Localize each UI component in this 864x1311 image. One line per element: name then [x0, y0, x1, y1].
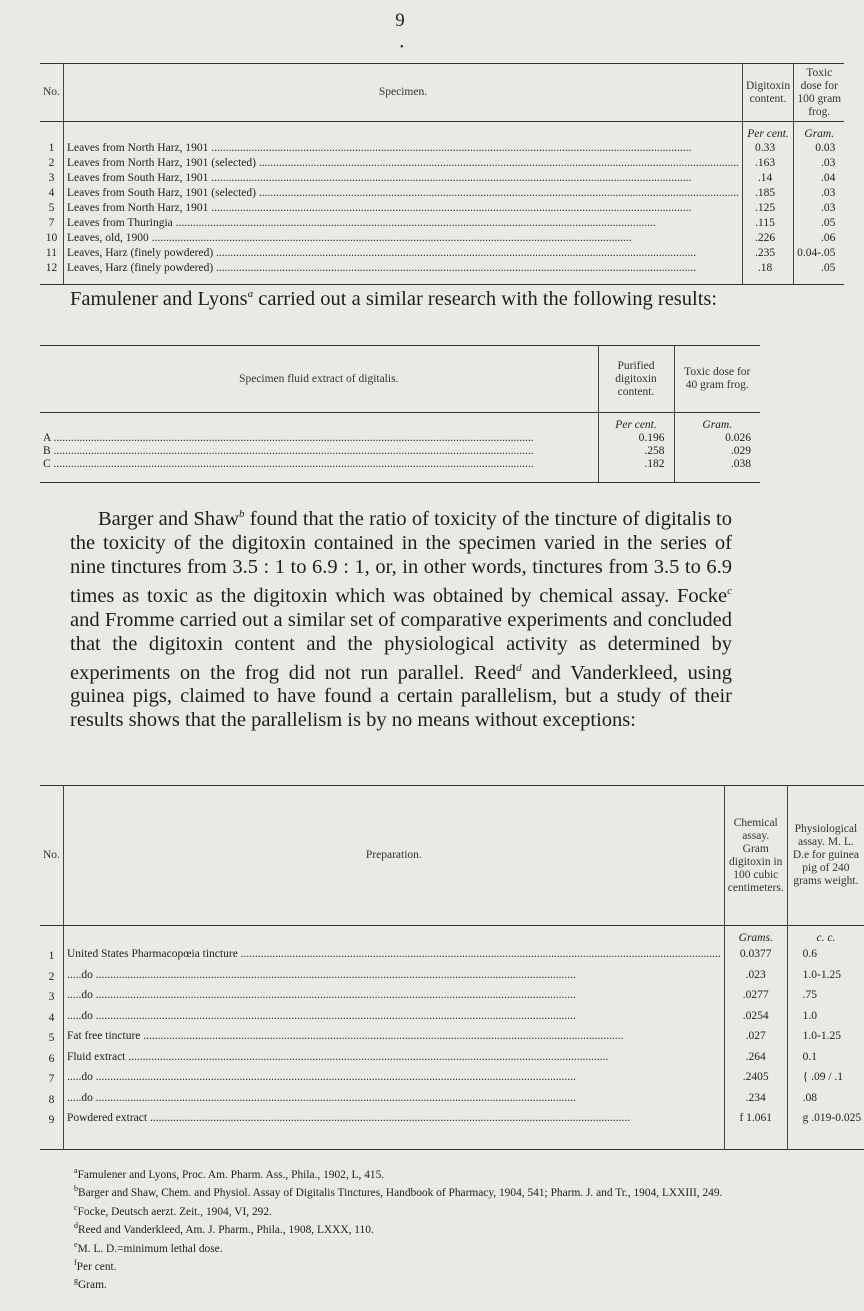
preparation-cell: Powdered extract ..... — [67, 1108, 721, 1129]
preparation-cell: United States Pharmacopœia tincture ..... — [67, 944, 721, 965]
row-number: 2 — [48, 157, 55, 169]
specimen-cell: Leaves from North Harz, 1901 ..... — [67, 141, 739, 156]
col-header-digitoxin-content: Digitoxin content. — [742, 64, 793, 122]
physiological-assay-cell: 1.0-1.25 — [802, 968, 842, 981]
row-number: 7 — [48, 1073, 55, 1085]
row-number: 5 — [48, 202, 55, 214]
specimen-cell: C ..... — [43, 458, 595, 471]
row-number: 10 — [45, 232, 58, 244]
row-number: 1 — [48, 142, 55, 154]
specimen-cell: A ..... — [43, 432, 595, 445]
specimen-cell: Leaves from North Harz, 1901 (selected) ..... — [67, 156, 739, 171]
footnote-text: Barger and Shaw, Chem. and Physiol. Assay of Digitalis Tinctures, Handbook of Pharmacy, 1904, 541; Pharm. J. and Tr., 1904, LXXIII, 249. — [78, 1187, 723, 1200]
unit-cc: c. c. — [816, 932, 836, 944]
unit-gram: Gram. — [702, 419, 733, 431]
footnote-mark: a — [74, 1166, 78, 1175]
footnote-text: Focke, Deutsch aerzt. Zeit., 1904, VI, 292. — [77, 1205, 272, 1218]
bullet-mark: • — [400, 42, 404, 53]
toxic-dose-cell: .03 — [821, 186, 836, 199]
rows-dose-column — [794, 122, 845, 285]
footnote-ref-d: d — [516, 661, 522, 674]
physiological-assay-cell: 1.0 — [802, 1009, 818, 1022]
footnote-mark: c — [74, 1202, 78, 1212]
preparation-cell: .....do ..... — [67, 1006, 721, 1027]
toxic-dose-cell: .05 — [821, 261, 836, 274]
toxic-dose-cell: .03 — [821, 156, 836, 169]
row-number: 1 — [48, 950, 55, 962]
footnote-text: Gram. — [78, 1279, 107, 1292]
preparation-cell: .....do ..... — [67, 965, 721, 986]
col-header-chemical-assay: Chemical assay. Gram digitoxin in 100 cubic centimeters. — [724, 786, 787, 926]
col-header-no: No. — [43, 849, 60, 861]
chemical-assay-cell: .0277 — [742, 989, 769, 1001]
preparation-cell: .....do ..... — [67, 1088, 721, 1109]
row-number: 3 — [48, 991, 55, 1003]
preparation-cell: .....do ..... — [67, 1067, 721, 1088]
paragraph-famulener: Famulener and Lyons$^a$ carried out a similar research with the following results: — [70, 287, 718, 310]
unit-per-cent: Per cent. — [615, 419, 657, 431]
footnote-d — [58, 1219, 748, 1237]
specimen-cell: Leaves from North Harz, 1901 ..... — [67, 201, 739, 216]
specimen-cell: Leaves from Thuringia ..... — [67, 216, 739, 231]
row-number: 4 — [48, 1011, 55, 1024]
digitoxin-content-cell: .182 — [644, 457, 665, 470]
physiological-assay-cell: .75 — [802, 989, 818, 1001]
physiological-assay-cell: { .09 / .1 — [802, 1071, 844, 1083]
digitoxin-content-cell: 0.33 — [754, 141, 776, 154]
row-number: 12 — [45, 262, 58, 274]
col-header-specimen-fluid-extract: Specimen fluid extract of digitalis. — [239, 372, 399, 385]
specimen-cell: Leaves, old, 1900 ..... — [67, 231, 739, 246]
chemical-assay-cell: .023 — [745, 968, 766, 981]
row-number: 9 — [48, 1114, 55, 1126]
chemical-assay-cell: f 1.061 — [739, 1112, 773, 1124]
rows-dose-column — [674, 413, 760, 483]
footnote-mark: g — [74, 1276, 78, 1286]
col-header-preparation: Preparation. — [63, 786, 724, 926]
physiological-assay-cell: 1.0-1.25 — [802, 1030, 842, 1042]
row-number: 4 — [48, 187, 55, 199]
footnote-f — [58, 1256, 748, 1274]
footnote-c — [58, 1201, 748, 1219]
digitoxin-content-cell: 0.196 — [638, 431, 665, 444]
toxic-dose-cell: .03 — [821, 201, 836, 214]
chemical-assay-cell: .234 — [745, 1091, 766, 1104]
footnote-g — [58, 1274, 748, 1292]
chemical-assay-cell: .027 — [745, 1030, 766, 1042]
footnote-a — [58, 1164, 748, 1182]
specimen-cell: Leaves from South Harz, 1901 ..... — [67, 171, 739, 186]
digitoxin-content-cell: .226 — [754, 231, 776, 244]
unit-per-cent: Per cent. — [747, 128, 789, 140]
footnote-ref-b: b — [239, 508, 245, 520]
footnote-mark: d — [74, 1221, 78, 1231]
footnote-b — [58, 1182, 748, 1200]
row-number: 7 — [48, 217, 55, 229]
digitoxin-content-cell: .258 — [644, 444, 665, 457]
col-header-no: No. — [43, 86, 60, 98]
footnote-e — [58, 1238, 748, 1256]
rows-phys-column — [787, 926, 864, 1150]
col-header-purified-digitoxin: Purified digitoxin content. — [598, 346, 674, 413]
col-header-physiological-assay: Physiological assay. M. L. D.e for guinea pig of 240 grams weight. — [787, 786, 864, 926]
col-header-toxic-dose: Toxic dose for 100 gram frog. — [794, 64, 845, 122]
toxic-dose-cell: .029 — [730, 444, 751, 457]
paragraph-barger-shaw: Barger and Shaw$^b$ found that the ratio of toxicity of the tincture of digitalis to the toxicity of the digitoxin contained in the specimen varied in the series of nine tinctures from 3.5 : 1 to 6.9 : 1, or, in other words, tinctures from 3.5 to 6.9 times as toxic as the digitoxin which was obtained by chemical assay. Focke$^c$ and Fromme carried out a similar set of comparative experiments and concluded that the digitoxin content and the physiological activity as determined by experiments on the frog did not run parallel. Reed$^d$ and Vanderkleed, using guinea pigs, claimed to have found a certain parallelism, but a study of their results shows that the parallelism is by no means without exceptions: — [70, 507, 732, 732]
chemical-assay-cell: .264 — [745, 1050, 766, 1063]
toxic-dose-cell: .038 — [730, 457, 751, 470]
row-number: 5 — [48, 1032, 55, 1044]
rows-content-column — [598, 413, 674, 483]
physiological-assay-cell: g .019-0.025 — [802, 1112, 862, 1124]
footnote-text: M. L. D.=minimum lethal dose. — [77, 1242, 223, 1255]
page-number: 9 — [395, 10, 405, 31]
rows-chem-column — [724, 926, 787, 1150]
row-number: 8 — [48, 1093, 55, 1106]
chemical-assay-cell: 0.0377 — [739, 948, 772, 960]
specimen-cell: Leaves from South Harz, 1901 (selected) ..... — [67, 186, 739, 201]
col-header-toxic-dose-40g: Toxic dose for 40 gram frog. — [674, 346, 760, 413]
digitoxin-content-cell: .14 — [757, 171, 773, 184]
col-header-specimen: Specimen. — [63, 64, 742, 122]
unit-gram: Gram. — [804, 128, 835, 140]
digitoxin-content-cell: .115 — [755, 216, 775, 229]
unit-grams: Grams. — [738, 932, 773, 944]
digitoxin-content-cell: .18 — [757, 261, 773, 274]
row-number: 11 — [45, 247, 57, 259]
footnote-text: Famulener and Lyons, Proc. Am. Pharm. Ass., Phila., 1902, L, 415. — [77, 1168, 385, 1181]
row-number: 3 — [48, 172, 55, 184]
preparation-cell: Fluid extract ..... — [67, 1047, 721, 1068]
row-number: 2 — [48, 970, 55, 983]
preparation-cell: Fat free tincture ..... — [67, 1026, 721, 1047]
rows-preparation-column — [63, 926, 724, 1150]
footnote-text: Per cent. — [76, 1260, 117, 1273]
physiological-assay-cell: 0.6 — [802, 948, 818, 960]
toxic-dose-cell: .06 — [821, 231, 836, 244]
rows-no-column — [40, 122, 63, 285]
footnote-mark: f — [74, 1257, 77, 1267]
physiological-assay-cell: .08 — [802, 1091, 818, 1104]
fluid-extract-table — [40, 345, 760, 483]
footnote-mark: b — [74, 1184, 78, 1194]
rows-content-column — [742, 122, 793, 285]
toxic-dose-cell: .05 — [821, 216, 836, 229]
rows-specimen-column — [63, 122, 742, 285]
toxic-dose-cell: 0.03 — [815, 141, 836, 154]
chemical-assay-cell: .0254 — [742, 1009, 769, 1022]
toxic-dose-cell: 0.026 — [725, 431, 751, 444]
preparation-cell: .....do ..... — [67, 985, 721, 1006]
chemical-assay-cell: .2405 — [742, 1071, 769, 1083]
physiological-assay-cell: 0.1 — [802, 1050, 818, 1063]
digitoxin-content-cell: .185 — [754, 186, 776, 199]
specimen-cell: B ..... — [43, 445, 595, 458]
toxic-dose-cell: 0.04-.05 — [797, 246, 836, 259]
rows-specimen-column — [40, 413, 598, 483]
chemical-physiological-assay-table — [40, 785, 864, 1150]
specimen-cell: Leaves, Harz (finely powdered) ..... — [67, 261, 739, 276]
footnote-text: Reed and Vanderkleed, Am. J. Pharm., Phila., 1908, LXXX, 110. — [78, 1223, 374, 1236]
footnote-mark: e — [74, 1239, 78, 1249]
digitoxin-content-cell: .125 — [754, 201, 776, 214]
toxic-dose-cell: .04 — [821, 171, 836, 184]
footnote-ref-c: c — [727, 584, 732, 597]
digitoxin-content-cell: .163 — [754, 156, 776, 169]
rows-no-column — [40, 926, 63, 1150]
footnotes — [58, 1164, 748, 1293]
row-number: 6 — [48, 1052, 55, 1065]
digitoxin-leaves-table — [40, 63, 844, 285]
digitoxin-content-cell: .235 — [754, 246, 776, 259]
footnote-ref-a: a — [247, 288, 254, 300]
specimen-cell: Leaves, Harz (finely powdered) ..... — [67, 246, 739, 261]
